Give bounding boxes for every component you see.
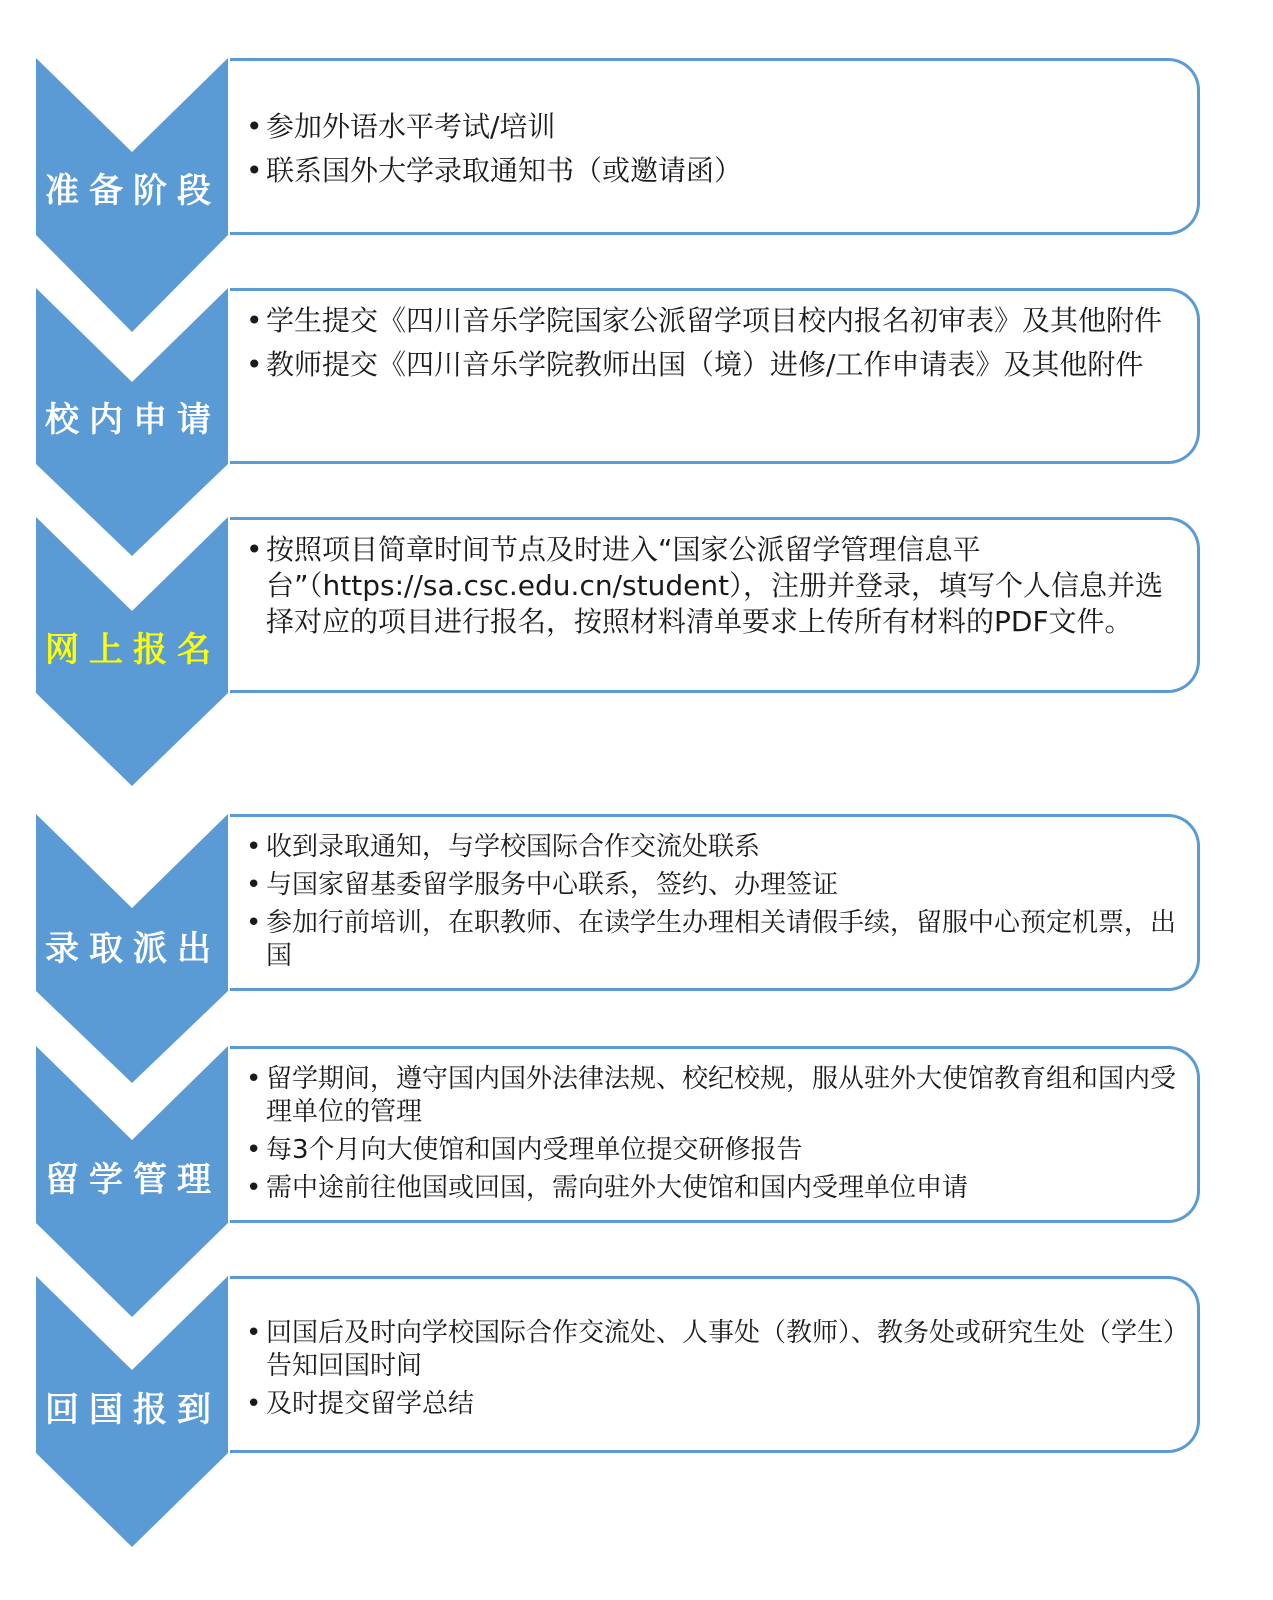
step-list-admission-dispatch xyxy=(240,831,1183,973)
step-card-study-management xyxy=(230,1046,1200,1223)
list-item: • 回国后及时向学校国际合作交流处、人事处（教师）、教务处或研究生处（学生）告知回国时间 xyxy=(240,1317,1183,1383)
step-label-study-management: 留学管理 xyxy=(45,1160,221,1200)
step-label-return-report: 回国报到 xyxy=(45,1390,221,1430)
step-list-return-report xyxy=(240,1317,1183,1421)
step-label-online-registration: 网上报名 xyxy=(45,630,221,670)
step-card-online-registration xyxy=(230,517,1200,693)
step-card-prepare xyxy=(230,58,1200,235)
list-item: • 及时提交留学总结 xyxy=(240,1388,1183,1421)
list-item: • 按照项目简章时间节点及时进入“国家公派留学管理信息平台”（https://sa.csc.edu.cn/student），注册并登录，填写个人信息并选择对应的项目进行报名，按照材料清单要求上传所有材料的PDF文件。 xyxy=(240,532,1183,640)
list-item: • 参加行前培训，在职教师、在读学生办理相关请假手续，留服中心预定机票，出国 xyxy=(240,907,1183,973)
step-list-online-registration xyxy=(240,532,1183,640)
list-item: • 留学期间，遵守国内国外法律法规、校纪校规，服从驻外大使馆教育组和国内受理单位的管理 xyxy=(240,1063,1183,1129)
list-item: • 教师提交《四川音乐学院教师出国（境）进修/工作申请表》及其他附件 xyxy=(240,347,1183,383)
list-item: • 需中途前往他国或回国，需向驻外大使馆和国内受理单位申请 xyxy=(240,1172,1183,1205)
list-item: • 收到录取通知，与学校国际合作交流处联系 xyxy=(240,831,1183,864)
step-card-return-report xyxy=(230,1276,1200,1453)
step-card-admission-dispatch xyxy=(230,814,1200,991)
step-card-apply-on-campus xyxy=(230,288,1200,464)
list-item: • 学生提交《四川音乐学院国家公派留学项目校内报名初审表》及其他附件 xyxy=(240,303,1183,339)
step-label-apply-on-campus: 校内申请 xyxy=(45,400,221,440)
step-list-study-management xyxy=(240,1063,1183,1205)
list-item: • 与国家留基委留学服务中心联系，签约、办理签证 xyxy=(240,869,1183,902)
step-label-admission-dispatch: 录取派出 xyxy=(45,929,221,969)
list-item: • 每3个月向大使馆和国内受理单位提交研修报告 xyxy=(240,1134,1183,1167)
step-list-prepare xyxy=(240,109,1183,189)
list-item: • 参加外语水平考试/培训 xyxy=(240,109,1183,145)
step-label-prepare: 准备阶段 xyxy=(45,171,221,211)
list-item: • 联系国外大学录取通知书（或邀请函） xyxy=(240,153,1183,189)
step-list-apply-on-campus xyxy=(240,303,1183,383)
